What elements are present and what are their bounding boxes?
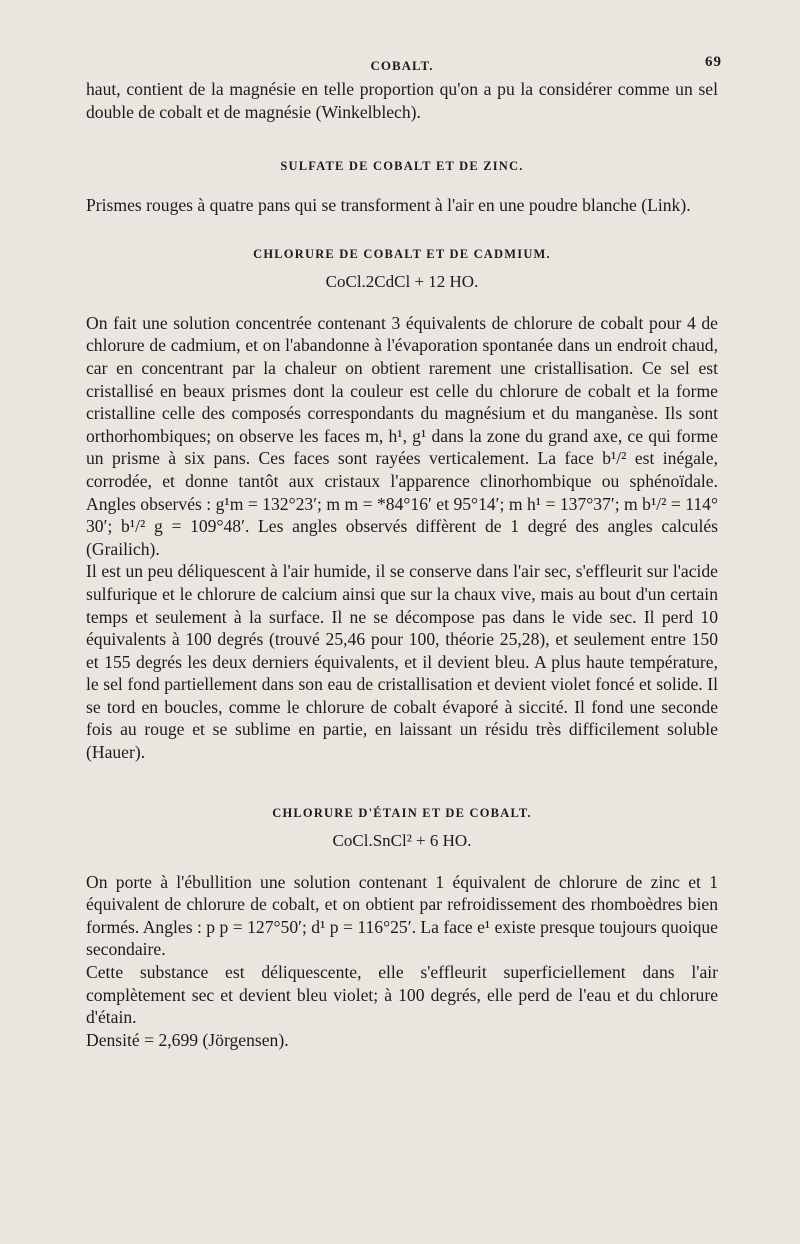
paragraph-etain-1: On porte à l'ébullition une solution contenant 1 équivalent de chlorure de zinc et 1 équivalent de chlorure de cobalt, et on obtient par refroidissement des rhomboèdres bien formés. Angles : p p = 127°50′; d¹ p = 116°25′. La face e¹ existe presque toujours quoique secondaire. bbox=[86, 871, 718, 960]
paragraph-etain-3: Densité = 2,699 (Jörgensen). bbox=[86, 1029, 289, 1050]
section-heading-sulfate: SULFATE DE COBALT ET DE ZINC. bbox=[280, 159, 524, 174]
paragraph-sulfate: Prismes rouges à quatre pans qui se transforment à l'air en une poudre blanche (Link). bbox=[86, 195, 691, 216]
formula-etain: CoCl.SnCl² + 6 HO. bbox=[332, 830, 472, 850]
running-header bbox=[86, 52, 722, 78]
intro-paragraph: haut, contient de la magnésie en telle proportion qu'on a pu la considérer comme un sel double de cobalt et de magnésie (Winkelblech). bbox=[86, 79, 718, 122]
formula-cadmium: CoCl.2CdCl + 12 HO. bbox=[325, 271, 479, 291]
paragraph-cadmium-2: Il est un peu déliquescent à l'air humide, il se conserve dans l'air sec, s'effleurit sur l'acide sulfurique et le chlorure de calcium ainsi que sur la chaux vive, mais au bout d'un certain temps et seulement à la surface. Il ne se décompose pas dans le vide sec. Il perd 10 équivalents à 100 degrés (trouvé 25,46 pour 100, théorie 25,28), et seulement entre 150 et 155 degrés les deux derniers équivalents, et il devient bleu. A plus haute température, le sel fond partiellement dans son eau de cristallisation et devient violet foncé et solide. Il se tord en boucles, comme le chlorure de cobalt évaporé à siccité. Il fond une seconde fois au rouge et se sublime en partie, en laissant un résidu très difficilement soluble (Hauer). bbox=[86, 561, 718, 763]
page-number: 69 bbox=[705, 54, 722, 70]
paragraph-etain-2: Cette substance est déliquescente, elle s'effleurit superficiellement dans l'air complètement sec et devient bleu violet; à 100 degrés, elle perd de l'eau et du chlorure d'étain. bbox=[86, 962, 718, 1028]
running-title: COBALT. bbox=[370, 58, 434, 73]
section-heading-cadmium: CHLORURE DE COBALT ET DE CADMIUM. bbox=[253, 246, 551, 261]
paragraph-cadmium-1: On fait une solution concentrée contenant 3 équivalents de chlorure de cobalt pour 4 de chlorure de cadmium, et on l'abandonne à l'évaporation spontanée dans un endroit chaud, car en concentrant par la chaleur on obtient rarement une cristallisation. Ce sel est cristallisé en beaux prismes dont la couleur est celle du chlorure de cobalt et la forme cristalline celle des composés correspondants du magnésium et du manganèse. Ils sont orthorhombiques; on observe les faces m, h¹, g¹ dans la zone du grand axe, ce qui forme un prisme à six pans. Ces faces sont rayées verticalement. La face b¹/² est inégale, corrodée, et donne tantôt aux cristaux l'apparence clinorhombique ou sphénoïdale. Angles observés : g¹m = 132°23′; m m = *84°16′ et 95°14′; m h¹ = 137°37′; m b¹/² = 114° 30′; b¹/² g = 109°48′. Les angles observés diffèrent de 1 degré des angles calculés (Grailich). bbox=[86, 312, 718, 559]
section-heading-etain: CHLORURE D'ÉTAIN ET DE COBALT. bbox=[272, 805, 532, 820]
